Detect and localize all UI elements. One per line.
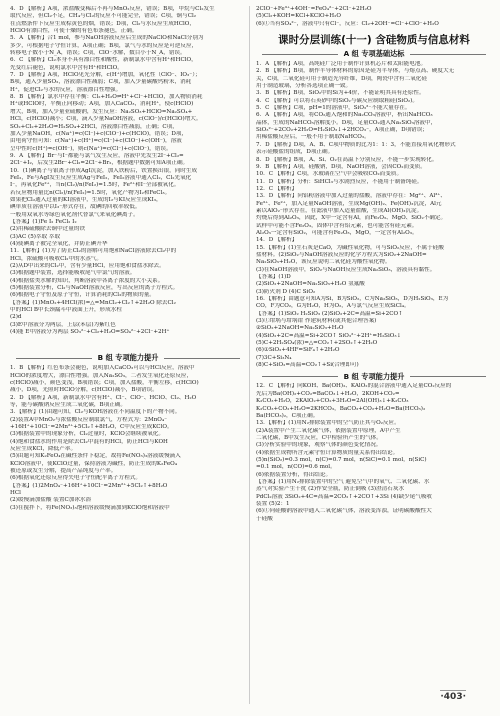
text-line: 6．A 【解析】A项，将CO₂通入饱和的Na₂CO₃溶液中，析出NaHCO₃ [256,112,433,119]
rule [262,54,338,55]
text-line: 【答案】(1)用N₂排除装置中的空气 避免空气中的氧气、二氧化碳、水 [256,478,430,485]
text-line: 13．【解析】(1)用N₂排除装置中的空气防止其与O₂反应。 [256,420,400,427]
text-line: 1．A 【解析】A项，高纯硅广泛用于制作计算机芯片和太阳能电池。 [256,61,427,68]
text-line: 2ClO⁻+Fe³⁺+4OH⁻=FeO₄²⁻+2Cl⁻+2H₂O [256,6,372,12]
text-line: 二氧化碳，B中发生反应，C中检验所产生的气体。 [256,434,382,441]
text-line: 12．C 【解析】 [256,185,298,192]
text-line: (6)①SiO₂+4HF=SiF₄↑+2H₂O [256,347,340,354]
text-line: 在点燃条件下反应生成棕黄色的烟，错误；D项，Cl₂与水反应生成HClO， [10,20,195,27]
text-line: 中的HCl B中长颈漏斗中液面上升，形成水柱 [10,307,122,314]
text-line: (2)d [10,314,22,321]
text-line: (5)Cl₂+KOH=KCl+KClO+H₂O [256,13,341,20]
text-line: (3)AC (5)萃取 萃取 [10,233,61,240]
text-line: (4)饱和食盐水的作用是除去Cl₂中混有的HCl，防止HCl与KOH [10,438,168,445]
text-line: 6．C 【解析】Cl₂本身不具有漂白性和酸性，新制氯水中含有H⁺和HClO， [10,57,197,64]
text-line: (5)C+2H₂SO₄(浓)=△=CO₂↑+2SO₂↑+2H₂O [256,340,378,347]
text-line: 15．【解析】(1)生石灰是CaO，为碱性氧化物，可与SiO₂反应，不属于硅酸 [256,244,444,251]
text-line: Fe³⁺、Fe²⁺，加入足量NaOH溶液，生成Mg(OH)₂、Fe(OH)₃沉淀，Al元 [256,200,442,207]
text-line: (3)在搅拌下，将Fe(NO₃)₃饱和溶液缓慢滴加到KClO饱和溶液中 [10,504,170,511]
unit-title: 课时分层训练(十一) 含硅物质与信息材料 [278,34,470,47]
text-line: 加入少量NaOH，c(Na⁺)=c(Cl⁻)+c(ClO⁻)+c(HClO)，错误；D项， [10,130,188,137]
text-line: Ba(HCO₃)₂，C项正确。 [256,412,319,419]
group-a-label: A 组 专项基础达标 [343,49,405,59]
text-line: 13．D 【解析】向铝粉溶液中加入过量的盐酸，溶液中存在：Mg²⁺、Al³⁺、 [256,193,446,200]
text-line: 【答案】(1)Fe I₂ FeCl₂ I₂ [10,218,77,225]
text-line: 11．【解析】(1)为了防止Cl₂的溶解可用饱和NaCl溶液除去Cl₂中的 [10,248,177,255]
text-line: (5)由题可知K₂FeO₄在碱性条件下稳定，故将Fe(NO₃)₃溶液缓慢滴入 [10,453,181,460]
text-line: K₂CO₃+H₂O，2KAlO₂+CO₂+3H₂O=2Al(OH)₃↓+K₂CO₃ [256,398,409,405]
text-line: 碘单质在溶液中以I₃⁻形式存在，故碘的回收率较低。 [10,204,141,211]
text-line: K₂CO₃+CO₂+H₂O=2KHCO₃，BaCO₃+CO₂+H₂O=Ba(HCO₃)₂ [256,405,426,412]
text-line: Al₂O₃一定含有SiO₂，可能含有Fe₂O₃，MgO，一定含有Al₂O₃。 [256,229,418,236]
group-b-label: B 组 专项能力提升 [343,371,405,381]
text-line: 5．A 【解析】合1 mol，参与NaOH溶液反应后生成的NaClO和NaCl分别为 [10,35,204,42]
text-line: B项，通入少量SO₂，溶液漂白性减弱；C项，加入少量碳酸钙粉末，消耗 [10,79,192,86]
text-line: 反应生成KCl，降低产率。 [10,445,77,452]
text-line: 等，能与碳酸钠反应生成二氧化碳，B项正确。 [10,401,126,408]
left-answers-part2 [10,365,246,512]
text-line: 如果把Cl₂通入过量的KI溶液中，生成的I₂与KI反应生成KI₃， [10,196,162,203]
text-line: HCl，浓硫酸可吸收Cl₂中的水蒸气。 [10,255,102,262]
text-line: 减小，D项，光照时HClO分解，c(HClO)减小，B项错误。 [10,387,158,394]
right-top-answers [256,6,492,28]
text-line: PdCl₂溶液 3SiO₂+4C=高温=2CO₂↑+2CO↑+3Si (4)缺少尾气吸收 [256,493,433,500]
text-line: 蒸气对实验产生干扰 (2)作安全瓶，防止倒吸 (3)澄清石灰水 [256,486,405,493]
text-line: (4)SiO₂+2C=高温=Si+2CO↑ SiO₃²⁻+2H⁺=H₂SiO₃↓ [256,332,402,339]
text-line: c(HClO)减小，颜色变浅，B项错误；C项，加入盐酸，平衡左移，c(HClO) [10,379,199,386]
text-line: (5)根据装置分析，Cl₂与NaOH溶液反应，写出反应的离子方程式。 [10,285,179,292]
text-line: (6)根据氧化还原反应得失电子守恒配平离子方程式。 [10,475,141,482]
text-line: HCl，c(HClO)减小；C项，滴入少量NaOH溶液，c(ClO⁻)/c(HClO)增大。 [10,116,202,123]
text-line: ②SiO₂+2NaOH=Na₂SiO₃+H₂O [256,325,344,332]
text-line: 4．D 【解析】A项，浓盐酸变稀后不再与MnO₂反应，错误；B项，甲烷与Cl₂发生 [10,6,215,12]
text-line: (3)防火剂 D (4)C SiO₂ [256,288,316,295]
text-line: 关，C项，二氧化硅可用于制造光导纤维，D项，陶瓷中含有二氧化硅 [256,75,427,82]
group-a-heading [256,49,492,59]
text-line: 装置 (5)2：1 [256,500,290,507]
rule [164,358,240,359]
text-line: (6)根据电子守恒及原子守恒，计算消耗的Cl₂的物质的量。 [10,292,155,299]
text-line: 3．B 【解析】B项，SiO₂中的Si为+4价，不能证明其具有还原性。 [256,90,425,97]
text-line: 1．B 【解析】红色布条会褪色，说明加入CaCO₃可以与HCl反应，溶液中 [10,365,195,372]
group-b-heading [256,371,492,381]
rule [410,376,486,377]
text-line: (3)E中溶液分为两层，上层(苯层)为紫红色 [10,321,116,328]
text-line: (6)①向硅酸钠溶液中通入二氧化碳气体，溶液变浑浊，证明碳酸酸性大 [256,508,432,515]
text-line: 多少，可根据电子守恒计算，A项正确；B项，氯气与水的反应是可逆反应， [10,42,198,49]
text-line: 盐材料。(2)SiO₂与NaOH溶液反应的化学方程式为SiO₂+2NaOH= [256,251,427,258]
text-line: H⁺，促进Cl₂与水的反应，溶液漂白性增强。 [10,86,122,93]
group-b-answers [256,383,492,523]
text-line: 【答案】(1)2MnO₄⁻+16H⁺+10Cl⁻=2Mn²⁺+5Cl₂↑+8H₂O [10,482,168,489]
text-line: 12．C 【解析】向KOH、Ba(OH)₂、KAlO₂的混合溶液中通入足量CO₂反应的 [256,383,452,390]
text-line: (3)在NaOH溶液中，SiO₂与NaOH反应生成Na₂SiO₃，溶液具有黏性。 [256,266,436,273]
text-line: (2)用稀硫酸除去铜中过量的铁 [10,226,86,233]
text-line: 被还原或发生分解，提高产品纯度与产率。 [10,467,117,474]
text-line: (8)C+SiO₂=高温=CO₂↑+Si(合理即可) [256,362,359,369]
text-line: (2)缓慢滴加盐酸 装置C加冰水浴 [10,497,92,504]
text-line: SiO₃²⁻+2CO₂+2H₂O=H₂SiO₃↓+2HCO₃⁻，A项正确，D项错误； [256,127,428,134]
text-line: CO，F为CO₂，G为H₂O，H为O₂，A与氯气反应生成SiCl₄。 [256,303,410,310]
left-answers-part1 [10,6,246,351]
text-line: (2)A装置中产生二氧化碳气体，依据装置中原理，A中产生 [256,427,401,434]
text-line: I⁻，再氧化Fe²⁺，当n(Cl₂)/n(FeI₂)=1.5时，Fe²⁺和I⁻全部被氧化。 [10,182,180,189]
text-line: 灼烧后得到Al₂O₃，因此，X中一定含有Al，而Fe₂O₃、MgO、SiO₂不确定。 [256,215,447,222]
text-line: HClO有漂白性，可使干燥的有色布条褪色，正确。 [10,28,138,35]
text-line: 2Cl⁻+I₂，后发生2Br⁻+Cl₂=2Cl⁻+Br₂，根据题中数据可知A项正确。 [10,160,189,167]
text-line: 5．C 【解析】C项，pH=1的溶液中，SiO₃²⁻不能大量存在。 [256,105,411,112]
text-line: 用于制造玻璃，分析各选项正确一致。 [256,83,352,90]
text-line: =0.1 mol，n(CO)=0.6 mol。 [256,464,336,471]
text-line [10,344,246,351]
right-column [256,6,492,523]
text-line: SO₂+Cl₂+2H₂O=H₂SO₄+2HCl，溶液漂白性减弱，正确；C项， [10,123,178,130]
text-line: 10．C 【解析】C项，水玻璃在空气中会吸收CO₂而变质。 [256,171,403,178]
text-line: 增大，B项，加入少量亚硫酸钠，发生反应：Na₂SO₃+HClO=Na₂SO₄+ [10,108,193,115]
text-line: 素以AlO₂⁻形式存在，在滤液中加入适量盐酸，生成Al(OH)₃沉淀。 [256,207,423,214]
text-line: 16．【解析】由题意可知A为Si，B为SiO₂，C为Na₂SiO₃，D为H₂SiO₃，E为 [256,296,449,303]
text-line: 表示硅酸盐的组成，D项正确。 [256,149,334,156]
text-line: (2)SiO₂+2NaOH=Na₂SiO₃+H₂O 氢氟酸 [256,281,365,288]
text-line: (3)①坩埚与坩埚钳 作建筑材料(或其他合理答案) [256,318,377,325]
text-line: 10．(1)碘离子与银离子形成AgI沉淀，加入铁粉后，铁置换出银，同时生成 [10,167,198,174]
text-line: 2．D 【解析】A项，新制氯水中含有H⁺、Cl⁻、ClO⁻、HClO、Cl₂、H₂O [10,394,197,401]
text-line: (4)依据生成物所含元素守恒计算物质的量关系得出结论。 [256,449,399,456]
text-line: 转移电子数小于N_A，错误；C项，ClO⁻水解，数目小于N_A，错误。 [10,50,186,57]
text-line: 8．B 【解析】氯水中存在平衡：Cl₂+H₂O⇌H⁺+Cl⁻+HClO，加入物质消耗 [10,94,203,101]
rule [16,358,92,359]
text-line: 若反应物用量比n(Cl₂)/n(FeI₂)=1.5时，氧化产物为I₂和FeCl₃。 [10,189,171,196]
text-line: 试样中可能不含Fe₂O₃，固体中含有铝元素，也可能含有硅元素。 [256,222,418,229]
text-line: Na₂SiO₃+H₂O，该反应说明二氧化硅为酸性氧化物。 [256,259,391,266]
text-line: FeI₂，Fe与AgI发生反应生成Ag与FeI₂，FeI₂溶液中通入Cl₂，Cl₂先氧化 [10,174,192,181]
text-line: 【答案】(1)SiO₂ H₂SiO₃ (2)SiO₂+2C=高温=Si+2CO↑ [256,310,403,317]
text-line: KClO溶液中，使KClO过量，保持溶液为碱性，防止生成的K₂FeO₄ [10,460,177,467]
text-line: HClO的浓度增大，漂白性增强。加入Na₂SO₃，二者发生氧化还原反应， [10,372,193,379]
text-line: (3)根据装置中的现象分析，Cl₂过量时，KClO会继续被氧化。 [10,431,164,438]
text-line: 4．C 【解析】可以将石英砂中的SiO₂与碳反应制取粗硅(SiO₂)。 [256,97,418,104]
text-line: 用稀盐酸反应后，一般不用于制取NaHCO₃。 [256,134,370,141]
left-group-b-label: B 组 专项能力提升 [97,353,159,363]
rule [410,54,486,55]
column-divider [249,6,250,704]
text-line: 3．【解析】(1)由题可知，Cl₂与KOH溶液在不同温度下的产物不同。 [10,409,181,416]
text-line: 由电荷守恒可知：c(Na⁺)+c(H⁺)=c(Cl⁻)+c(ClO⁻)+c(OH⁻)，溶液 [10,138,182,145]
text-line: (5)n(SiO₂)=0.3 mol，n(C)=0.7 mol，n(SiC)=0.1 mol，n(SiC) [256,456,427,463]
text-line: (6)依据装置分析，得出结论。 [256,471,332,478]
text-line: 11．D 【解析】分析：SiHCl₃与水剧烈反应，不能用于制备纯硅。 [256,178,423,185]
text-line: (6)①当有SO₄²⁻，溶液中只有Cl⁻，反应：Cl₂+2OH⁻=Cl⁻+ClO⁻+H₂O [256,20,439,27]
text-line: (3)分析实验中的现象，观察气体的颜色变化情况。 [256,442,382,449]
left-column [10,6,246,512]
text-line [10,336,246,343]
text-line: +16H⁺+10Cl⁻=2Mn²⁺+5Cl₂↑+8H₂O，C中反应生成KClO。 [10,423,173,430]
text-line: 7．D 【解析】A项，HClO见光分解，c(H⁺)增加，氧化性（ClO⁻、IO₃⁻）； [10,72,201,79]
text-line: (7)3C+Si₃N₄ [256,354,292,361]
text-line: (2)装置A中MnO₂与浓盐酸反应制取氯气，方程式为：2MnO₄⁻ [10,416,168,423]
text-line: HCl [10,490,21,496]
rule [262,376,338,377]
text-line: 14．D 【解析】 [256,237,298,244]
text-line: (4)能 E中溶液分为两层 SO₃²⁻+Cl₂+H₂O=SO₄²⁻+2Cl⁻+2H⁺ [10,329,170,336]
text-line: 2．B 【解析】B项，制作半导体材料的原因是硅为半导体，与熔点高、硬度大无 [256,68,455,75]
left-group-b-heading [10,353,246,363]
text-line: 【答案】(1)D [256,274,291,280]
text-line: 9．A 【解析】Br⁻与I⁻都能与氯气发生反应，溶液中先发生2I⁻+Cl₂= [10,152,184,159]
text-line: 呈中性时c(H⁺)=c(OH⁻)，则c(Na⁺)=c(Cl⁻)+c(ClO⁻)，错误。 [10,145,172,152]
text-line: 7．D 【解析】D项，A、B、C项中物质的比为1：1：3，不能直接用氧化物形式 [256,141,456,148]
group-a-answers [256,61,492,369]
text-line: 先变红后褪色，说明氯水中含有H⁺和HClO。 [10,64,123,71]
text-line: 一般用双氧水等绿色氧化剂代替氯气来氧化碘离子。 [10,211,139,218]
text-line: (4)根据盐类水解的知识，判断溶液中各离子浓度的大小关系。 [10,277,164,284]
text-line: 于硅酸 [256,515,273,522]
text-line: (4)使碘离子被完全氧化，并防止碘升华 [10,241,108,247]
text-line: 先后为Ba(OH)₂+CO₂=BaCO₃↓+H₂O，2KOH+CO₂= [256,390,400,397]
text-line: H⁺或HClO时，平衡正向移动；A项，加入CaCO₃，消耗H⁺，使c(HClO) [10,101,194,108]
text-line: (3)根据题中装置，选择能吸收尾气中氯气的溶液。 [10,270,136,277]
text-line: 【答案】(1)MnO₂+4HCl(浓)=△=MnCl₂+Cl₂↑+2H₂O 除去Cl₂ [10,299,176,306]
text-line: (2)从D中出来的Cl₂中，含有少量HCl，应用饱和食盐水除去。 [10,263,165,270]
text-line: 晶体，生成的NaHCO₃溶解度小。D项，足量CO₂通入Na₂SiO₃溶液中， [256,119,437,126]
text-line: 取代反应，但Cl₂不足，CH₄与Cl₂的反应不可能完全，错误；C项，铜与Cl₂ [10,13,197,20]
text-line: 9．B 【解析】A项，硅酸钠，D项，NaOH溶液，会因CO₂而变质。 [256,163,426,170]
page-number: ·403· [440,692,466,702]
text-line: 8．D 【解析】B项，A、Si、O₂在高温下分别反应，不能一步实现转化。 [256,156,438,163]
